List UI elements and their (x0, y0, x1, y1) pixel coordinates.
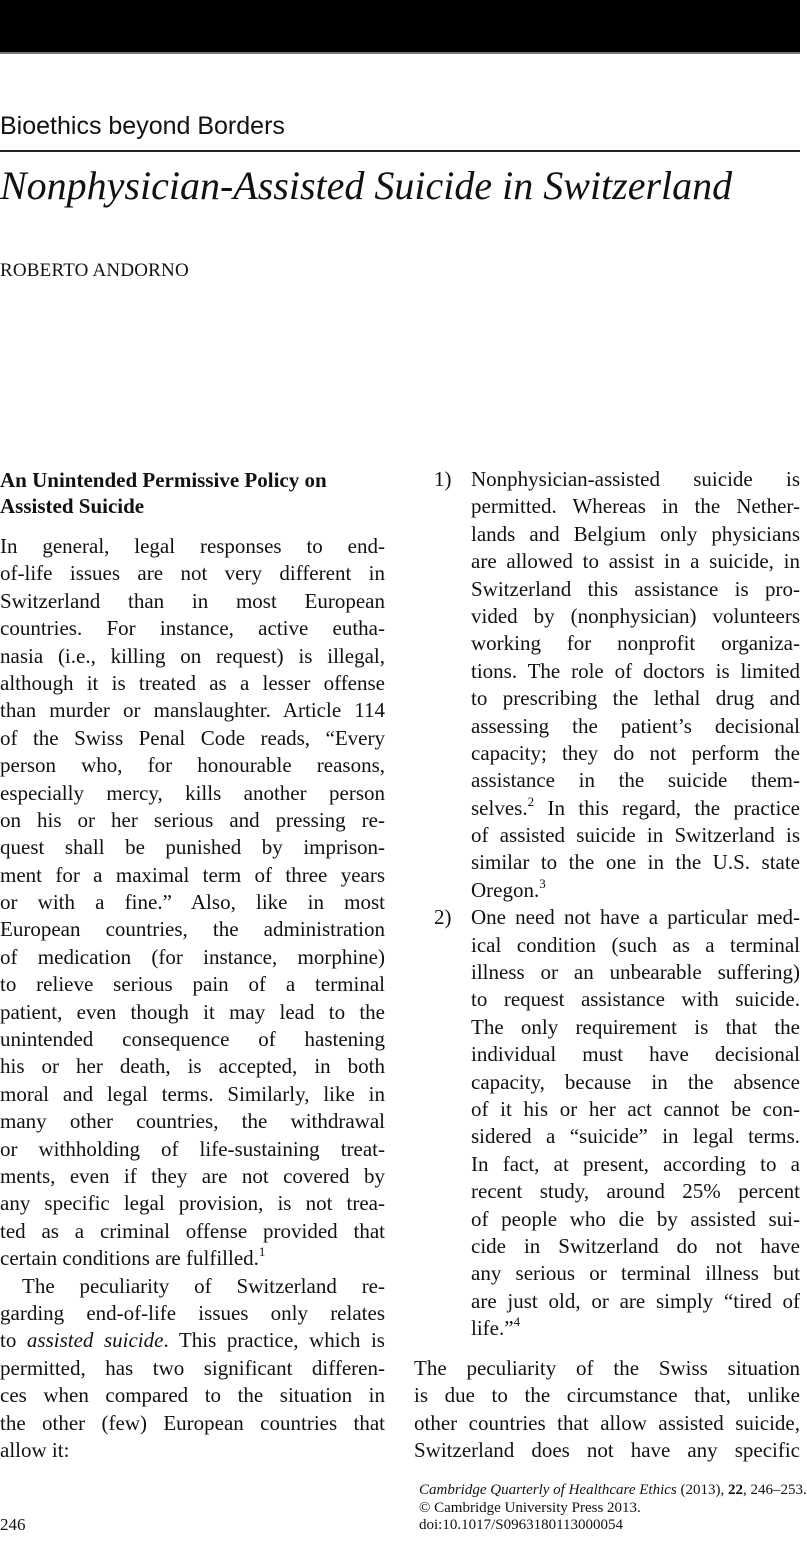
list-item (414, 904, 800, 1342)
copyright: © Cambridge University Press 2013. (419, 1499, 641, 1516)
text-line: are allowed to assist in a suicide, in (471, 549, 800, 574)
text-line: Switzerland than in most European (0, 588, 385, 613)
text-line: capacity; they do not perform the (471, 740, 800, 765)
text-line: recent study, around 25% percent (471, 1179, 800, 1204)
text-line: any serious or terminal illness but (471, 1261, 800, 1286)
text-line: or withholding of life-sustaining treat- (0, 1136, 385, 1161)
text-line: In general, legal responses to end- (0, 534, 385, 558)
text-line: Assisted Suicide (0, 494, 145, 518)
text-segment: life.” (471, 1316, 514, 1341)
text-line: The peculiarity of Switzerland re- (22, 1273, 385, 1298)
author-name: ROBERTO ANDORNO (0, 260, 189, 281)
text-line: An Unintended Permissive Policy on (0, 468, 327, 492)
text-line: patient, even though it may lead to the (0, 999, 385, 1024)
text-line: Switzerland does not have any specific (414, 1438, 800, 1463)
text-line: ces when compared to the situation in (0, 1383, 385, 1408)
text-line: European countries, the administration (0, 917, 385, 942)
section-label: Bioethics beyond Borders (0, 112, 285, 140)
journal-name: Cambridge Quarterly of Healthcare Ethics (419, 1482, 677, 1498)
text-line: other countries that allow assisted suicide, (414, 1410, 800, 1435)
numbered-list (414, 466, 800, 1343)
text-line: to relieve serious pain of a terminal (0, 972, 385, 997)
text-line: ical condition (such as a terminal (471, 932, 800, 957)
text-line: The peculiarity of the Swiss situation (414, 1356, 800, 1381)
paragraph (0, 533, 385, 1273)
footnote-ref: 2 (527, 793, 535, 809)
citation-pages: , 246–253. (743, 1482, 807, 1498)
citation (419, 1482, 807, 1535)
text-line: person who, for honourable reasons, (0, 753, 385, 778)
text-line: of it his or her act cannot be con- (471, 1096, 800, 1121)
text-line (0, 1245, 385, 1272)
list-item (414, 466, 800, 904)
text-line: of medication (for instance, morphine) (0, 944, 385, 969)
left-column (0, 467, 385, 1464)
text-line: similar to the one in the U.S. state (471, 850, 800, 875)
text-line: lands and Belgium only physicians (471, 521, 800, 546)
text-line: allow it: (0, 1437, 70, 1462)
text-line: on his or her serious and pressing re- (0, 807, 385, 832)
text-line: countries. For instance, active eutha- (0, 616, 385, 641)
text-line: the other (few) European countries that (0, 1410, 385, 1435)
text-line: especially mercy, kills another person (0, 780, 385, 805)
text-line: ments, even if they are not covered by (0, 1163, 385, 1188)
text-segment: to (0, 1328, 27, 1353)
text-line: any specific legal provision, is not trea- (0, 1191, 385, 1216)
text-line: individual must have decisional (471, 1042, 800, 1067)
text-line: of people who die by assisted sui- (471, 1206, 800, 1231)
citation-volume: 22 (728, 1482, 743, 1498)
footnote-ref: 3 (539, 875, 546, 891)
page-number: 246 (0, 1515, 26, 1534)
text-line: or with a fine.” Also, like in most (0, 890, 385, 915)
text-line: One need not have a particular med- (471, 905, 800, 930)
text-segment: assisted suicide (26, 1328, 164, 1353)
text-segment: . This practice, which is (163, 1328, 385, 1353)
doi-link[interactable]: doi:10.1017/S0963180113000054 (419, 1517, 624, 1533)
text-line: although it is treated as a lesser offense (0, 670, 385, 695)
list-number: 2) (434, 905, 452, 930)
text-line: Nonphysician-assisted suicide is (471, 467, 800, 491)
text-segment: Oregon. (471, 877, 540, 902)
text-segment: selves. (471, 795, 528, 820)
text-line: of the Swiss Penal Code reads, “Every (0, 725, 385, 750)
text-line: In fact, at present, according to a (471, 1151, 800, 1176)
text-line: than murder or manslaughter. Article 114 (0, 698, 385, 723)
right-column (414, 466, 800, 1465)
text-line: garding end-of-life issues only relates (0, 1300, 385, 1325)
text-line: quest shall be punished by imprison- (0, 835, 385, 860)
text-line: permitted. Whereas in the Nether- (471, 494, 800, 519)
section-heading (0, 467, 385, 519)
text-line: assistance in the suicide them- (471, 768, 800, 793)
header-rule (0, 150, 800, 152)
text-line: of assisted suicide in Switzerland is (471, 823, 800, 848)
footnote-ref: 1 (258, 1244, 266, 1260)
text-line: unintended consequence of hastening (0, 1027, 385, 1052)
text-line: moral and legal terms. Similarly, like in (0, 1081, 385, 1106)
paragraph (0, 1273, 385, 1465)
text-line: is due to the circumstance that, unlike (414, 1383, 800, 1408)
text-line: illness or an unbearable suffering) (471, 960, 800, 985)
text-line: assessing the patient’s decisional (471, 713, 800, 738)
text-line: capacity, because in the absence (471, 1069, 800, 1094)
list-number: 1) (434, 467, 452, 491)
citation-journal-line (419, 1482, 807, 1500)
text-segment: certain conditions are fulfilled. (0, 1246, 259, 1271)
text-line: ted as a criminal offense provided that (0, 1218, 385, 1243)
text-line: many other countries, the withdrawal (0, 1109, 385, 1134)
text-line: tions. The role of doctors is limited (471, 658, 800, 683)
text-line: Switzerland this assistance is pro- (471, 576, 800, 601)
text-line: his or her death, is accepted, in both (0, 1054, 385, 1079)
text-line: to prescribing the lethal drug and (471, 686, 800, 711)
text-line: ment for a maximal term of three years (0, 862, 385, 887)
text-line: nasia (i.e., killing on request) is illegal, (0, 643, 385, 668)
text-line: cide in Switzerland do not have (471, 1233, 800, 1258)
text-line: sidered a “suicide” in legal terms. (471, 1124, 800, 1149)
text-segment: In this regard, the practice (534, 795, 800, 820)
text-line: The only requirement is that the (471, 1014, 800, 1039)
text-line: permitted, has two significant differen- (0, 1355, 385, 1380)
text-line: are just old, or are simply “tired of (471, 1288, 800, 1313)
text-line (471, 795, 800, 822)
text-line: of-life issues are not very different in (0, 561, 385, 586)
paragraph (414, 1355, 800, 1465)
text-line: working for nonprofit organiza- (471, 631, 800, 656)
text-line: vided by (nonphysician) volunteers (471, 603, 800, 628)
text-line (471, 1315, 800, 1342)
text-line: to request assistance with suicide. (471, 987, 800, 1012)
footnote-ref: 4 (513, 1314, 521, 1330)
text-line (471, 877, 800, 904)
header-bar (0, 0, 800, 54)
citation-year: (2013), (676, 1482, 728, 1498)
left-body (0, 533, 385, 1464)
article-title: Nonphysician-Assisted Suicide in Switzerland (0, 163, 733, 208)
text-line (0, 1327, 385, 1354)
